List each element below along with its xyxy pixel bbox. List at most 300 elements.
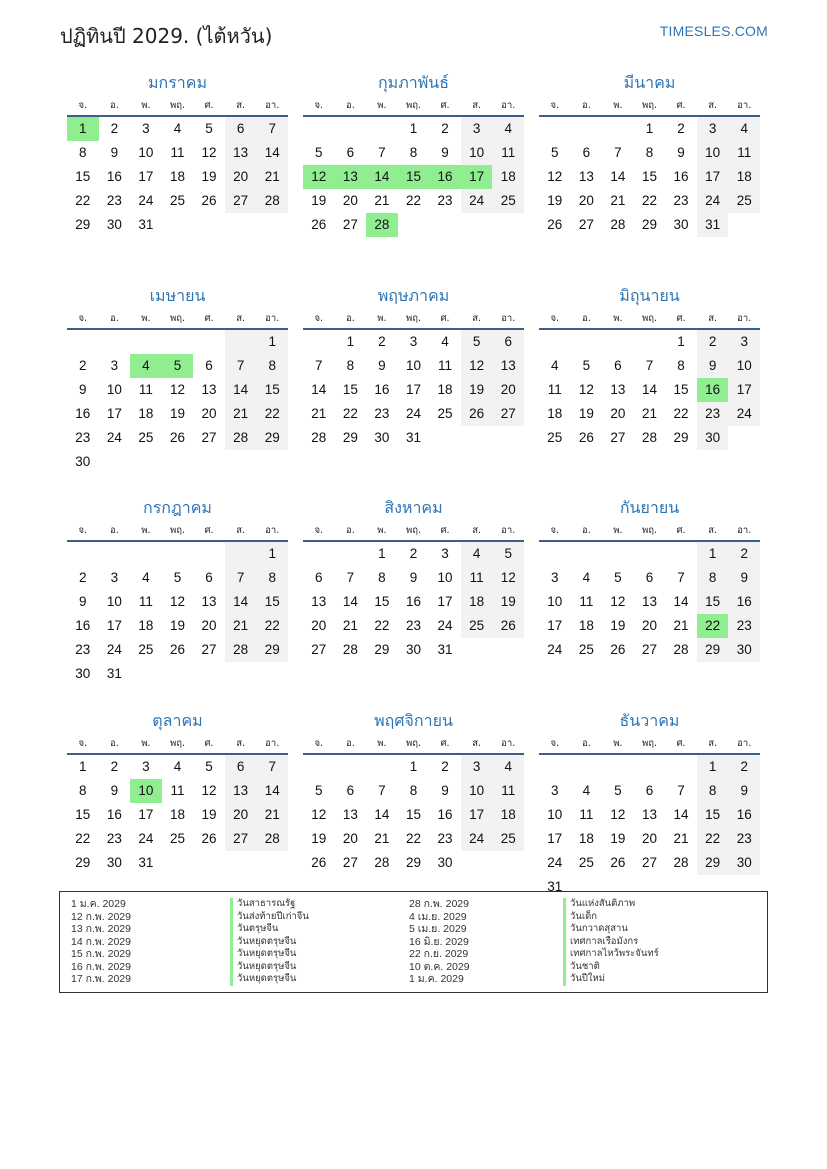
day-cell: 23 — [75, 429, 91, 445]
month-calendar — [67, 497, 288, 710]
holiday-name: วันกวาดสุสาน — [563, 923, 659, 936]
weekday-label: พฤ. — [405, 312, 422, 324]
day-cell: 16 — [106, 169, 122, 184]
day-cell: 5 — [173, 570, 182, 585]
day-cell: 10 — [728, 354, 760, 378]
day-cell: 9 — [728, 779, 760, 803]
day-cell: 10 — [461, 141, 493, 165]
day-cell: 1 — [677, 333, 685, 349]
day-cell: 24 — [405, 405, 421, 421]
month-calendar — [303, 497, 524, 710]
day-cell: 7 — [225, 354, 257, 378]
empty-day-cell — [99, 542, 131, 566]
day-cell: 3 — [728, 330, 760, 354]
day-cell: 27 — [641, 854, 657, 870]
day-cell: 31 — [138, 217, 154, 232]
day-cell: 11 — [138, 594, 153, 609]
day-cell: 27 — [311, 642, 327, 657]
day-cell: 5 — [582, 357, 591, 373]
day-cell: 10 — [106, 381, 122, 397]
day-cell: 30 — [728, 851, 760, 875]
weekday-header — [67, 519, 288, 542]
weekday-label: พ. — [613, 100, 623, 111]
day-cell: 26 — [311, 217, 327, 232]
day-cell: 6 — [645, 782, 654, 798]
day-cell: 17 — [405, 381, 421, 397]
weekday-label: จ. — [550, 100, 560, 111]
day-cell: 1 — [697, 755, 729, 779]
day-cell: 22 — [673, 405, 689, 421]
day-cell: 16 — [75, 618, 91, 633]
day-cell: 15 — [75, 806, 91, 822]
weekday-label: อา. — [737, 737, 752, 749]
empty-day-cell — [335, 755, 367, 779]
day-cell: 27 — [610, 429, 626, 445]
day-cell: 28 — [673, 642, 689, 657]
day-cell: 27 — [492, 402, 524, 426]
day-cell: 4 — [492, 755, 524, 779]
day-cell: 24 — [697, 189, 729, 213]
holiday-name: วันส่งท้ายปีเก่าจีน — [230, 911, 309, 924]
day-cell: 9 — [441, 145, 449, 160]
month-title: พฤศจิกายน — [374, 710, 453, 730]
day-cell: 13 — [201, 594, 217, 609]
day-cell: 20 — [342, 830, 358, 846]
holiday-date: 5 เม.ย. 2029 — [409, 923, 467, 935]
month-title: มกราคม — [147, 73, 208, 92]
holiday-name: วันชาติ — [563, 961, 659, 974]
month-title: กรกฎาคม — [143, 498, 212, 517]
weekday-label: พฤ. — [405, 525, 422, 536]
calendar-grid — [67, 72, 760, 922]
holiday-day-cell: 5 — [162, 354, 194, 378]
day-cell: 8 — [256, 566, 288, 590]
weekday-label: จ. — [78, 737, 88, 749]
month-title: มีนาคม — [623, 73, 676, 92]
day-cell: 20 — [311, 618, 327, 633]
days-grid — [303, 117, 524, 237]
day-cell: 18 — [578, 830, 594, 846]
day-cell: 18 — [492, 165, 524, 189]
day-cell: 27 — [225, 189, 257, 213]
weekday-label: พ. — [613, 737, 623, 749]
day-cell: 21 — [374, 193, 390, 208]
day-cell: 2 — [441, 121, 449, 136]
weekday-label: พฤ. — [641, 100, 658, 111]
weekday-label: ศ. — [676, 525, 686, 536]
day-cell: 18 — [169, 169, 185, 184]
holiday-day-cell: 17 — [461, 165, 493, 189]
weekday-label: อ. — [345, 737, 355, 749]
day-cell: 1 — [256, 542, 288, 566]
weekday-label: ศ. — [204, 525, 214, 536]
day-cell: 15 — [75, 169, 91, 184]
day-cell: 26 — [578, 429, 594, 445]
empty-day-cell — [193, 330, 225, 354]
weekday-label: ส. — [472, 737, 482, 749]
day-cell: 24 — [138, 193, 154, 208]
weekday-label: อ. — [345, 312, 355, 324]
day-cell: 13 — [492, 354, 524, 378]
day-cell: 27 — [578, 217, 594, 232]
day-cell: 8 — [346, 357, 355, 373]
weekday-header — [539, 519, 760, 542]
day-cell: 1 — [697, 542, 729, 566]
day-cell: 29 — [697, 851, 729, 875]
weekday-label: ส. — [708, 312, 718, 324]
empty-day-cell — [539, 542, 571, 566]
day-cell: 18 — [547, 405, 563, 421]
weekday-label: อา. — [737, 525, 752, 536]
day-cell: 14 — [225, 590, 257, 614]
empty-day-cell — [303, 330, 335, 354]
day-cell: 19 — [311, 830, 327, 846]
weekday-label: จ. — [550, 525, 560, 536]
weekday-label: จ. — [550, 737, 560, 749]
empty-day-cell — [602, 755, 634, 779]
day-cell: 8 — [677, 357, 685, 373]
weekday-label: จ. — [314, 312, 324, 324]
day-cell: 11 — [492, 141, 524, 165]
day-cell: 14 — [256, 779, 288, 803]
weekday-label: พฤ. — [169, 100, 186, 111]
day-cell: 7 — [256, 755, 288, 779]
empty-day-cell — [130, 330, 162, 354]
day-cell: 9 — [697, 354, 729, 378]
weekday-header — [539, 732, 760, 755]
weekday-label: ส. — [708, 737, 718, 749]
day-cell: 22 — [256, 614, 288, 638]
day-cell: 12 — [201, 145, 217, 160]
day-cell: 15 — [697, 803, 729, 827]
empty-day-cell — [225, 542, 257, 566]
day-cell: 22 — [374, 618, 390, 633]
day-cell: 25 — [578, 642, 594, 657]
day-cell: 1 — [378, 546, 386, 561]
weekday-label: พ. — [613, 312, 623, 324]
day-cell: 26 — [201, 193, 217, 208]
day-cell: 28 — [256, 827, 288, 851]
day-cell: 22 — [697, 827, 729, 851]
day-cell: 19 — [169, 618, 185, 633]
day-cell: 9 — [441, 782, 449, 798]
day-cell: 7 — [645, 357, 654, 373]
day-cell: 4 — [461, 542, 493, 566]
day-cell: 8 — [697, 566, 729, 590]
day-cell: 19 — [311, 193, 327, 208]
day-cell: 29 — [697, 638, 729, 662]
holiday-name: วันปีใหม่ — [563, 973, 659, 986]
day-cell: 21 — [342, 618, 358, 633]
day-cell: 3 — [142, 121, 150, 136]
holiday-day-cell: 15 — [398, 165, 430, 189]
weekday-label: อ. — [109, 737, 119, 749]
month-calendar — [303, 285, 524, 498]
day-cell: 6 — [346, 145, 355, 160]
day-cell: 3 — [110, 570, 119, 585]
day-cell: 26 — [610, 854, 626, 870]
day-cell: 13 — [641, 594, 657, 609]
day-cell: 30 — [374, 429, 390, 445]
day-cell: 10 — [697, 141, 729, 165]
day-cell: 20 — [492, 378, 524, 402]
day-cell: 20 — [225, 165, 257, 189]
day-cell: 6 — [225, 117, 257, 141]
weekday-label: อา. — [737, 100, 752, 111]
day-cell: 31 — [697, 213, 729, 237]
day-cell: 4 — [582, 782, 591, 798]
day-cell: 1 — [346, 333, 355, 349]
day-cell: 16 — [405, 594, 421, 609]
site-logo-text[interactable]: TIMESLES.COM — [659, 23, 768, 39]
day-cell: 9 — [728, 566, 760, 590]
day-cell: 8 — [697, 779, 729, 803]
weekday-label: อา. — [265, 100, 280, 111]
day-cell: 10 — [405, 357, 421, 373]
day-cell: 11 — [492, 779, 524, 803]
day-cell: 24 — [106, 429, 122, 445]
day-cell: 3 — [551, 782, 559, 798]
day-cell: 27 — [641, 642, 657, 657]
day-cell: 17 — [106, 618, 122, 633]
empty-day-cell — [602, 117, 634, 141]
day-cell: 2 — [378, 333, 386, 349]
weekday-label: จ. — [314, 525, 324, 536]
holiday-name: วันสาธารณรัฐ — [230, 898, 309, 911]
day-cell: 28 — [342, 642, 358, 657]
weekday-label: จ. — [550, 312, 560, 324]
day-cell: 21 — [374, 830, 390, 846]
day-cell: 10 — [437, 570, 453, 585]
day-cell: 2 — [728, 755, 760, 779]
day-cell: 24 — [547, 642, 563, 657]
month-calendar — [67, 72, 288, 285]
weekday-label: ส. — [236, 312, 246, 324]
day-cell: 3 — [551, 570, 559, 585]
day-cell: 17 — [461, 803, 493, 827]
day-cell: 29 — [641, 217, 657, 232]
day-cell: 4 — [142, 570, 150, 585]
day-cell: 16 — [106, 806, 122, 822]
day-cell: 24 — [547, 854, 563, 870]
day-cell: 5 — [551, 145, 559, 160]
day-cell: 12 — [578, 381, 594, 397]
empty-day-cell — [602, 330, 634, 354]
day-cell: 22 — [641, 193, 657, 208]
day-cell: 9 — [79, 381, 87, 397]
day-cell: 8 — [409, 782, 418, 798]
weekday-label: พ. — [377, 100, 387, 111]
weekday-header — [67, 307, 288, 330]
day-cell: 30 — [728, 638, 760, 662]
holiday-date: 13 ก.พ. 2029 — [71, 923, 131, 935]
day-cell: 18 — [437, 381, 453, 397]
day-cell: 2 — [110, 121, 119, 136]
days-grid — [303, 330, 524, 450]
weekday-label: อ. — [345, 525, 355, 536]
day-cell: 15 — [405, 806, 421, 822]
day-cell: 15 — [697, 590, 729, 614]
day-cell: 31 — [437, 642, 453, 657]
weekday-label: ศ. — [676, 737, 686, 749]
holiday-date: 16 มิ.ย. 2029 — [409, 935, 469, 948]
empty-day-cell — [539, 755, 571, 779]
empty-day-cell — [634, 330, 666, 354]
empty-day-cell — [366, 117, 398, 141]
weekday-header — [303, 519, 524, 542]
month-calendar — [539, 285, 760, 498]
weekday-label: ส. — [472, 525, 482, 536]
day-cell: 21 — [673, 618, 689, 633]
day-cell: 25 — [138, 429, 154, 445]
empty-day-cell — [634, 542, 666, 566]
day-cell: 31 — [138, 854, 154, 870]
day-cell: 26 — [492, 614, 524, 638]
weekday-label: จ. — [78, 525, 88, 536]
holiday-date: 22 ก.ย. 2029 — [409, 948, 469, 960]
weekday-label: พฤ. — [405, 737, 422, 749]
day-cell: 21 — [225, 614, 257, 638]
day-cell: 25 — [461, 614, 493, 638]
day-cell: 29 — [75, 854, 91, 870]
month-title: สิงหาคม — [384, 498, 443, 517]
day-cell: 27 — [225, 827, 257, 851]
day-cell: 18 — [728, 165, 760, 189]
day-cell: 29 — [342, 429, 358, 445]
days-grid — [539, 330, 760, 450]
empty-day-cell — [571, 755, 603, 779]
day-cell: 23 — [728, 827, 760, 851]
day-cell: 18 — [492, 803, 524, 827]
weekday-header — [303, 94, 524, 117]
month-title: พฤษภาคม — [377, 285, 450, 305]
empty-day-cell — [162, 330, 194, 354]
day-cell: 5 — [315, 145, 323, 160]
holiday-day-cell: 22 — [697, 614, 729, 638]
weekday-label: พ. — [377, 737, 387, 749]
day-cell: 27 — [342, 854, 358, 870]
holiday-name: วันหยุดตรุษจีน — [230, 961, 309, 974]
weekday-label: พฤ. — [169, 525, 186, 536]
days-grid — [303, 755, 524, 875]
day-cell: 7 — [256, 117, 288, 141]
day-cell: 18 — [138, 618, 154, 633]
day-cell: 3 — [142, 758, 150, 774]
day-cell: 30 — [106, 217, 122, 232]
day-cell: 9 — [378, 357, 386, 373]
holiday-day-cell: 28 — [366, 213, 398, 237]
days-grid — [539, 542, 760, 662]
day-cell: 5 — [492, 542, 524, 566]
weekday-label: ส. — [472, 100, 482, 111]
day-cell: 25 — [492, 827, 524, 851]
weekday-label: ส. — [708, 525, 718, 536]
day-cell: 23 — [697, 402, 729, 426]
day-cell: 30 — [673, 217, 689, 232]
day-cell: 18 — [461, 590, 493, 614]
day-cell: 8 — [378, 570, 386, 585]
day-cell: 20 — [225, 803, 257, 827]
day-cell: 21 — [610, 193, 626, 208]
day-cell: 7 — [677, 570, 685, 585]
days-grid — [539, 755, 760, 899]
day-cell: 18 — [578, 618, 594, 633]
weekday-header — [539, 307, 760, 330]
weekday-label: อา. — [501, 525, 516, 536]
day-cell: 14 — [342, 594, 358, 609]
day-cell: 19 — [201, 169, 217, 184]
day-cell: 14 — [673, 594, 689, 609]
day-cell: 20 — [641, 618, 657, 633]
empty-day-cell — [665, 755, 697, 779]
day-cell: 10 — [547, 594, 563, 609]
day-cell: 1 — [409, 758, 418, 774]
day-cell: 30 — [75, 666, 91, 681]
day-cell: 25 — [547, 429, 563, 445]
empty-day-cell — [67, 542, 99, 566]
day-cell: 24 — [138, 830, 154, 846]
day-cell: 9 — [79, 594, 87, 609]
day-cell: 13 — [610, 381, 626, 397]
day-cell: 10 — [461, 779, 493, 803]
day-cell: 20 — [201, 618, 217, 633]
day-cell: 15 — [374, 594, 390, 609]
day-cell: 11 — [547, 381, 562, 397]
day-cell: 27 — [201, 429, 217, 445]
weekday-label: ส. — [236, 737, 246, 749]
holiday-date: 28 ก.พ. 2029 — [409, 898, 469, 910]
month-calendar — [539, 72, 760, 285]
day-cell: 23 — [437, 830, 453, 846]
day-cell: 3 — [461, 755, 493, 779]
day-cell: 3 — [110, 357, 119, 373]
day-cell: 12 — [201, 782, 217, 798]
day-cell: 17 — [106, 405, 122, 421]
day-cell: 29 — [256, 638, 288, 662]
month-title: เมษายน — [149, 285, 206, 305]
day-cell: 26 — [461, 402, 493, 426]
day-cell: 9 — [409, 570, 418, 585]
weekday-label: จ. — [78, 312, 88, 324]
day-cell: 1 — [79, 758, 87, 774]
weekday-label: อา. — [265, 525, 280, 536]
month-calendar — [303, 72, 524, 285]
day-cell: 20 — [578, 193, 594, 208]
weekday-label: อ. — [109, 312, 119, 324]
day-cell: 25 — [492, 189, 524, 213]
weekday-label: ศ. — [204, 737, 214, 749]
day-cell: 28 — [641, 429, 657, 445]
holiday-day-cell: 4 — [130, 354, 162, 378]
day-cell: 4 — [551, 357, 559, 373]
weekday-header — [67, 94, 288, 117]
weekday-label: จ. — [78, 100, 88, 111]
day-cell: 29 — [256, 426, 288, 450]
day-cell: 15 — [641, 169, 657, 184]
day-cell: 29 — [75, 217, 91, 232]
day-cell: 12 — [311, 806, 327, 822]
day-cell: 26 — [311, 854, 327, 870]
holiday-name: วันแห่งสันติภาพ — [563, 898, 659, 911]
day-cell: 4 — [173, 758, 182, 774]
weekday-label: อา. — [501, 737, 516, 749]
day-cell: 1 — [645, 121, 654, 136]
day-cell: 17 — [138, 169, 154, 184]
day-cell: 14 — [610, 169, 626, 184]
weekday-label: อา. — [501, 312, 516, 324]
day-cell: 28 — [374, 854, 390, 870]
day-cell: 5 — [315, 782, 323, 798]
